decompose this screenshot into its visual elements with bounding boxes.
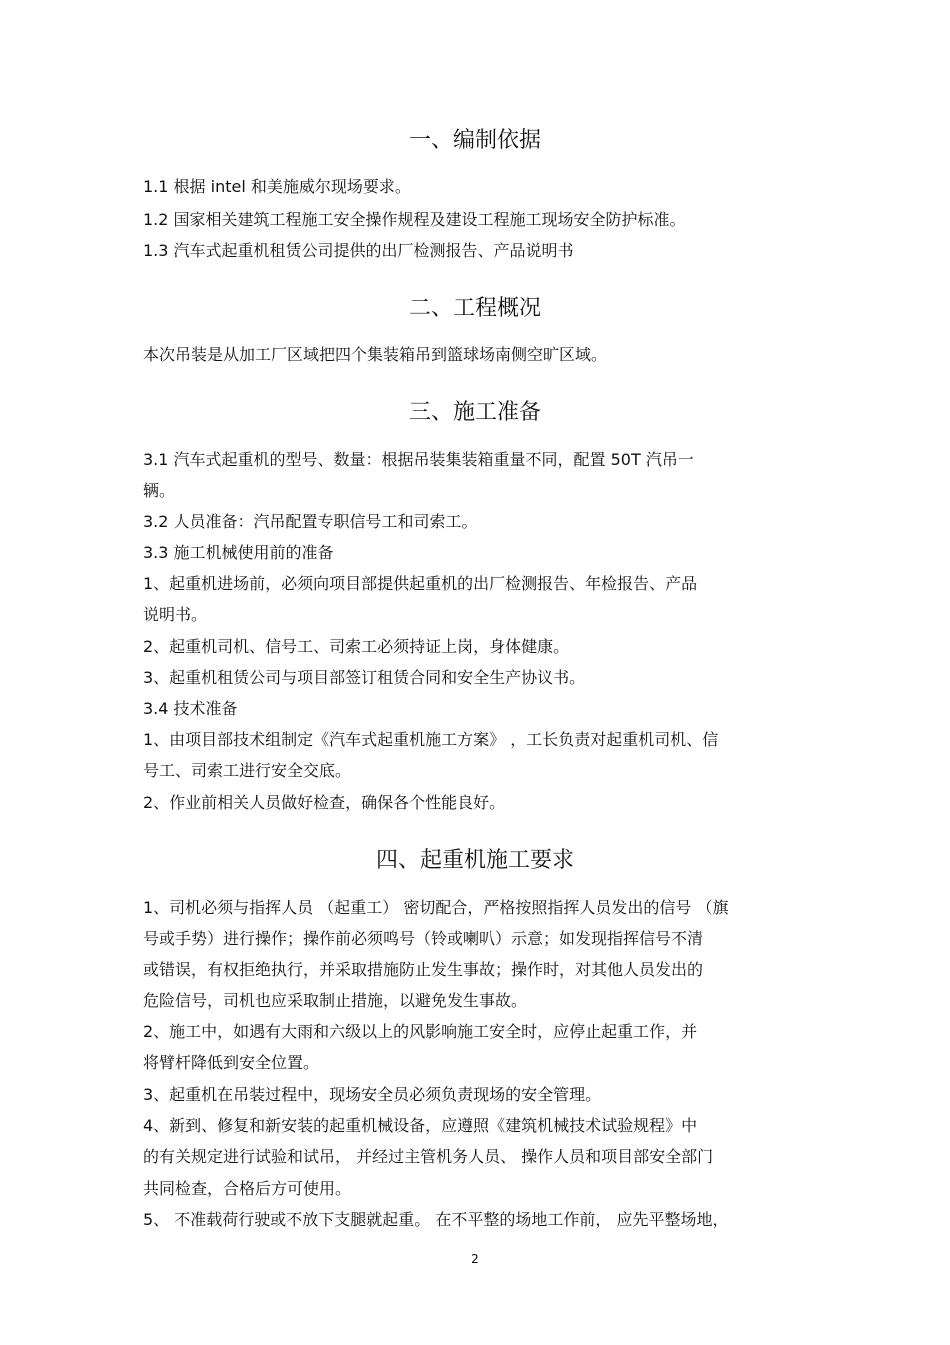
- paragraph-line: 号或手势）进行操作；操作前必须鸣号（铃或喇叭）示意；如发现指挥信号不清: [143, 929, 704, 948]
- section-title-4: 四、起重机施工要求: [375, 848, 574, 873]
- paragraph-line: 1、由项目部技术组制定《汽车式起重机施工方案》 ，工长负责对起重机司机、信: [143, 730, 719, 749]
- section-title-3: 三、施工准备: [408, 400, 541, 425]
- paragraph-line: 3.4 技术准备: [143, 699, 238, 718]
- paragraph-line: 1.3 汽车式起重机租赁公司提供的出厂检测报告、产品说明书: [143, 241, 574, 260]
- paragraph-line: 3、起重机在吊装过程中，现场安全员必须负责现场的安全管理。: [143, 1085, 602, 1104]
- paragraph-line: 危险信号，司机也应采取制止措施，以避免发生事故。: [143, 991, 528, 1010]
- paragraph-line: 1、司机必须与指挥人员 （起重工） 密切配合，严格按照指挥人员发出的信号 （旗: [143, 898, 729, 917]
- paragraph-line: 4、新到、修复和新安装的起重机械设备，应遵照《建筑机械技术试验规程》中: [143, 1116, 698, 1135]
- paragraph-line: 共同检查，合格后方可使用。: [143, 1179, 352, 1198]
- paragraph-line: 1.2 国家相关建筑工程施工安全操作规程及建设工程施工现场安全防护标准。: [143, 210, 686, 229]
- paragraph-line: 3、起重机租赁公司与项目部签订租赁合同和安全生产协议书。: [143, 668, 586, 687]
- paragraph-line: 3.2 人员准备：汽吊配置专职信号工和司索工。: [143, 512, 478, 531]
- paragraph-line: 2、作业前相关人员做好检查，确保各个性能良好。: [143, 793, 506, 812]
- paragraph-line: 本次吊装是从加工厂区域把四个集装箱吊到篮球场南侧空旷区域。: [143, 345, 608, 364]
- paragraph-line: 3.1 汽车式起重机的型号、数量：根据吊装集装箱重量不同，配置 50T 汽吊一: [143, 450, 694, 469]
- section-title-1: 一、编制依据: [408, 128, 541, 153]
- paragraph-line: 3.3 施工机械使用前的准备: [143, 543, 334, 562]
- paragraph-line: 或错误，有权拒绝执行，并采取措施防止发生事故；操作时，对其他人员发出的: [143, 960, 704, 979]
- paragraph-line: 1、起重机进场前，必须向项目部提供起重机的出厂检测报告、年检报告、产品: [143, 574, 698, 593]
- page-number: 2: [471, 1252, 479, 1266]
- paragraph-line: 5、 不准载荷行驶或不放下支腿就起重。 在不平整的场地工作前， 应先平整场地，: [143, 1210, 729, 1229]
- paragraph-line: 的有关规定进行试验和试吊， 并经过主管机务人员、 操作人员和项目部安全部门: [143, 1147, 714, 1166]
- paragraph-line: 2、施工中，如遇有大雨和六级以上的风影响施工安全时，应停止起重工作，并: [143, 1022, 698, 1041]
- paragraph-line: 辆。: [143, 481, 176, 500]
- paragraph-line: 2、起重机司机、信号工、司索工必须持证上岗，身体健康。: [143, 637, 570, 656]
- paragraph-line: 将臂杆降低到安全位置。: [143, 1053, 320, 1072]
- paragraph-line: 号工、司索工进行安全交底。: [143, 761, 352, 780]
- paragraph-line: 1.1 根据 intel 和美施威尔现场要求。: [143, 177, 411, 196]
- section-title-2: 二、工程概况: [408, 296, 541, 321]
- paragraph-line: 说明书。: [143, 605, 208, 624]
